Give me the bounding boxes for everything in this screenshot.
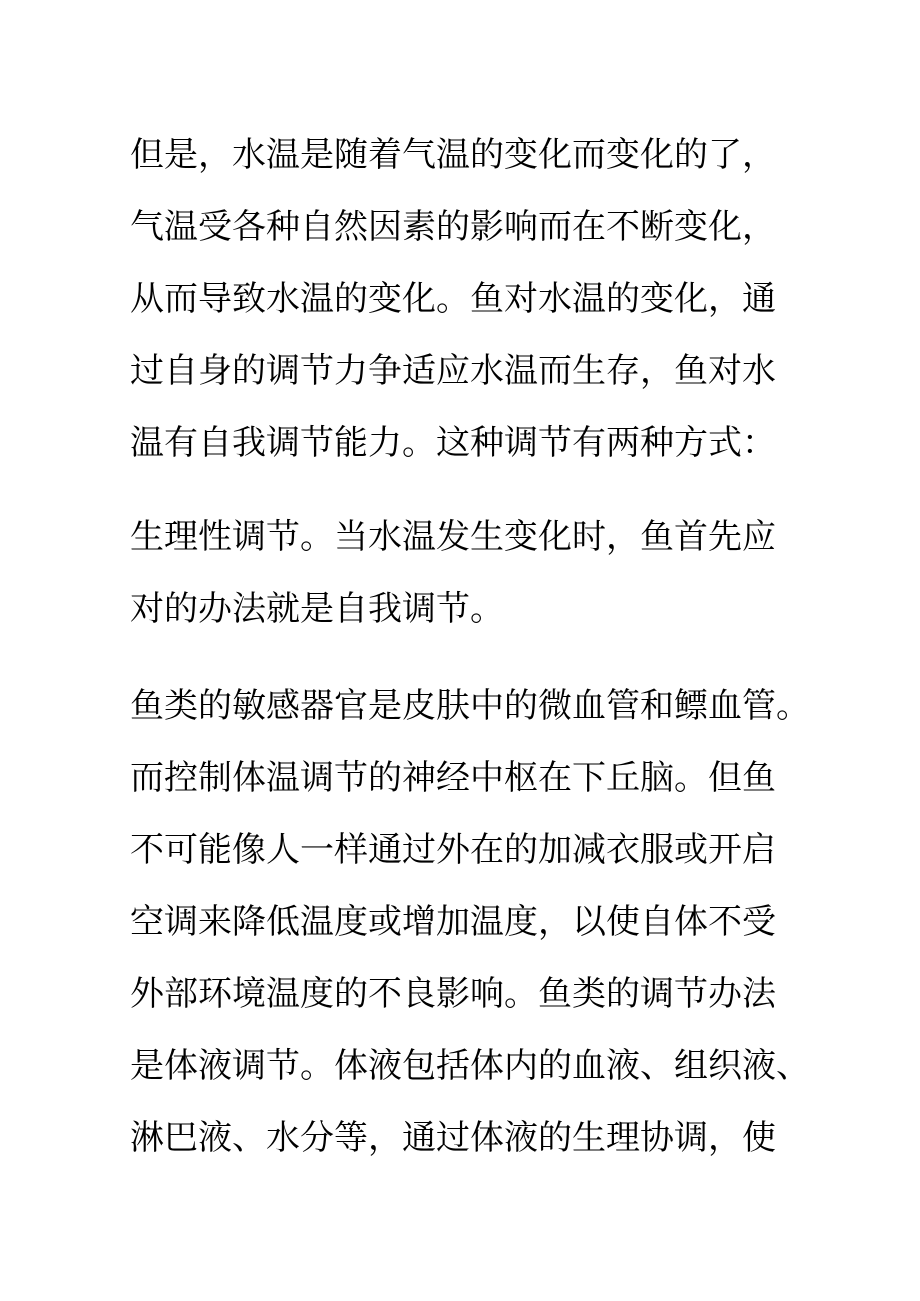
text-line: 鱼类的敏感器官是皮肤中的微血管和鳔血管。: [130, 686, 810, 726]
text-line: 淋巴液、水分等，通过体液的生理协调，使: [130, 1118, 776, 1158]
paragraph-physiological-regulation: [130, 501, 850, 645]
text-line: 生理性调节。当水温发生变化时，鱼首先应: [130, 517, 776, 557]
paragraph-water-temperature: [130, 119, 850, 479]
text-line: 过自身的调节力争适应水温而生存，鱼对水: [130, 351, 776, 391]
text-line: 从而导致水温的变化。鱼对水温的变化，通: [130, 279, 776, 319]
text-line: 而控制体温调节的神经中枢在下丘脑。但鱼: [130, 758, 776, 798]
text-line: 是体液调节。体液包括体内的血液、组织液、: [130, 1046, 810, 1086]
text-line: 空调来降低温度或增加温度，以使自体不受: [130, 902, 776, 942]
paragraph-sensory-organs: [130, 670, 850, 1174]
text-line: 但是，水温是随着气温的变化而变化的了，: [130, 135, 776, 175]
text-line: 气温受各种自然因素的影响而在不断变化，: [130, 207, 776, 247]
text-line: 温有自我调节能力。这种调节有两种方式：: [130, 423, 776, 463]
text-line: 对的办法就是自我调节。: [130, 589, 504, 629]
text-line: 外部环境温度的不良影响。鱼类的调节办法: [130, 974, 776, 1014]
text-line: 不可能像人一样通过外在的加减衣服或开启: [130, 830, 776, 870]
